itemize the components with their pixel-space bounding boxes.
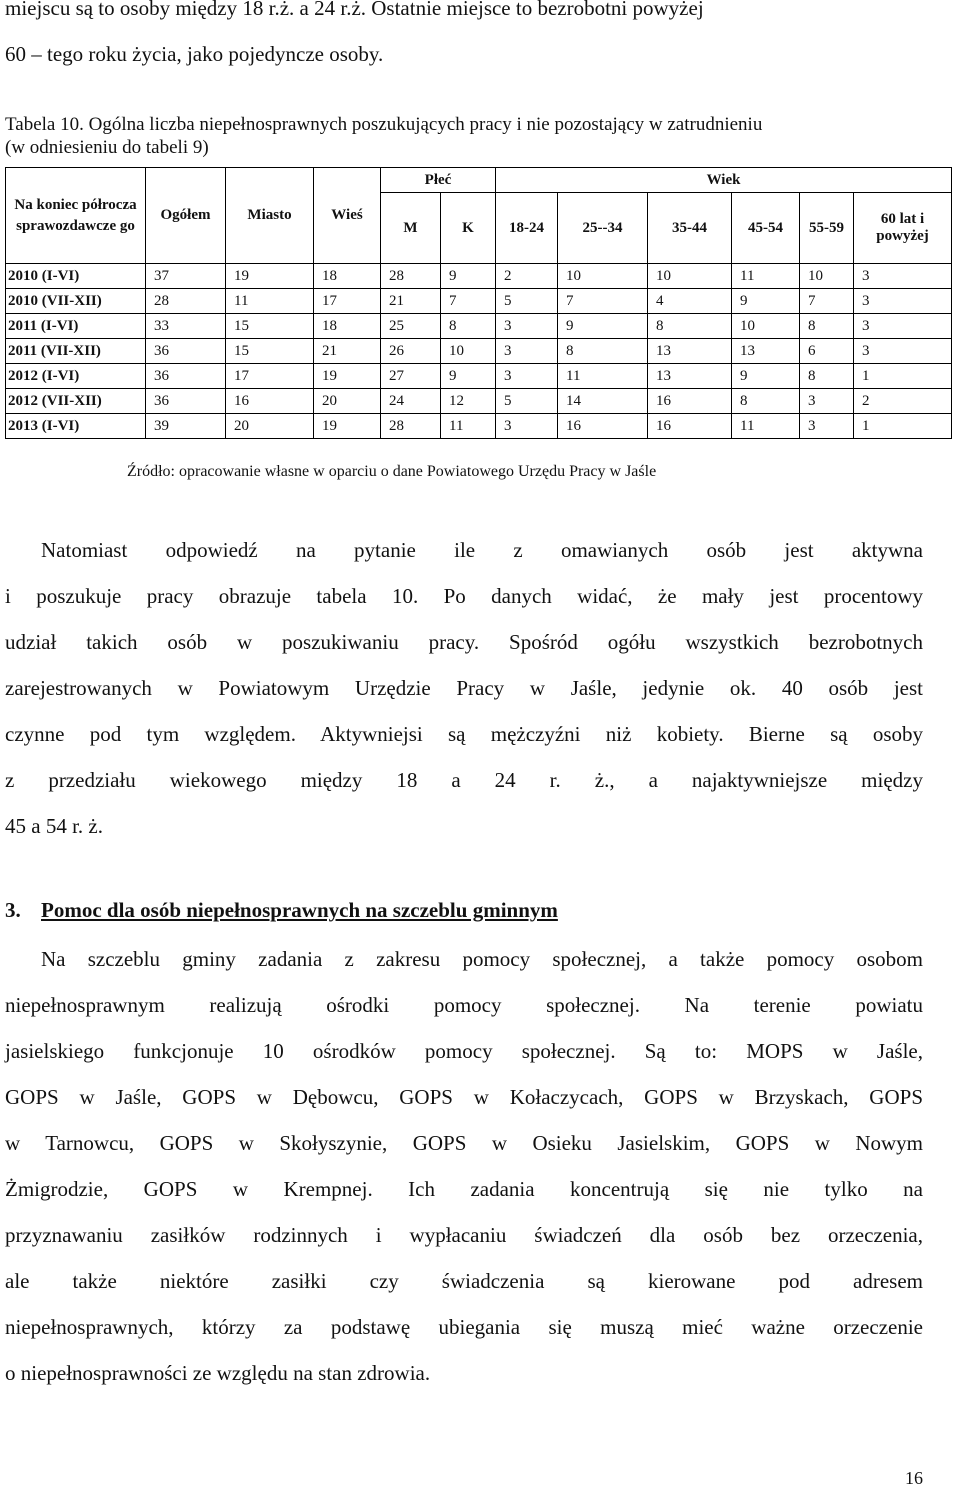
table-cell: 16 (648, 389, 732, 414)
table-cell: 13 (732, 339, 800, 364)
table-cell: 3 (496, 314, 558, 339)
table-cell: 17 (314, 289, 381, 314)
table-cell: 37 (146, 264, 226, 289)
row-period: 2010 (I-VI) (6, 264, 146, 289)
row-period: 2010 (VII-XII) (6, 289, 146, 314)
header-age-25-34: 25--34 (558, 193, 648, 264)
table-row (6, 339, 952, 364)
table-cell: 27 (381, 364, 441, 389)
paragraph-2-line: ale także niektóre zasiłki czy świadczenia są kierowane pod adresem (5, 1269, 923, 1293)
table-cell: 9 (441, 364, 496, 389)
paragraph-1-line: udział takich osób w poszukiwaniu pracy. Spośród ogółu wszystkich bezrobotnych (5, 630, 923, 654)
paragraph-1-line: i poszukuje pracy obrazuje tabela 10. Po danych widać, że mały jest procentowy (5, 584, 923, 608)
table-cell: 8 (732, 389, 800, 414)
header-period: Na koniec półrocza sprawozdawcze go (6, 168, 146, 264)
paragraph-1-line: Natomiast odpowiedź na pytanie ile z omawianych osób jest aktywna (41, 538, 923, 562)
header-age-group: Wiek (496, 168, 952, 193)
table-cell: 9 (732, 289, 800, 314)
table-caption-line-1: Tabela 10. Ogólna liczba niepełnosprawnych poszukujących pracy i nie pozostający w zatrudnieniu (5, 114, 763, 135)
table-cell: 3 (496, 339, 558, 364)
header-age-60-plus: 60 lat i powyżej (854, 193, 952, 264)
table-cell: 17 (226, 364, 314, 389)
section-title: Pomoc dla osób niepełnosprawnych na szczeblu gminnym (41, 898, 558, 922)
table-cell: 25 (381, 314, 441, 339)
table-cell: 8 (800, 314, 854, 339)
table-cell: 5 (496, 289, 558, 314)
table-cell: 2 (854, 389, 952, 414)
paragraph-2-line: niepełnosprawnych, którzy za podstawę ubiegania się muszą mieć ważne orzeczenie (5, 1315, 923, 1339)
row-period: 2011 (VII-XII) (6, 339, 146, 364)
table-cell: 21 (314, 339, 381, 364)
paragraph-2-line: przyznawaniu zasiłków rodzinnych i wypłacaniu świadczeń dla osób bez orzeczenia, (5, 1223, 923, 1247)
table-cell: 13 (648, 364, 732, 389)
table-cell: 11 (732, 264, 800, 289)
paragraph-1-line: z przedziału wiekowego między 18 a 24 r. ż., a najaktywniejsze między (5, 768, 923, 792)
header-k: K (441, 193, 496, 264)
header-city: Miasto (226, 168, 314, 264)
table-cell: 8 (800, 364, 854, 389)
table-cell: 3 (854, 289, 952, 314)
section-heading (5, 898, 558, 923)
table-cell: 16 (558, 414, 648, 439)
table-cell: 9 (558, 314, 648, 339)
paragraph-1-line: zarejestrowanych w Powiatowym Urzędzie Pracy w Jaśle, jedynie ok. 40 osób jest (5, 676, 923, 700)
table-cell: 5 (496, 389, 558, 414)
table-cell: 10 (558, 264, 648, 289)
table-cell: 14 (558, 389, 648, 414)
table-cell: 16 (226, 389, 314, 414)
table-cell: 10 (732, 314, 800, 339)
table-cell: 11 (226, 289, 314, 314)
table-cell: 18 (314, 314, 381, 339)
table-cell: 7 (441, 289, 496, 314)
table-row (6, 414, 952, 439)
table-cell: 21 (381, 289, 441, 314)
header-age-35-44: 35-44 (648, 193, 732, 264)
table-cell: 11 (732, 414, 800, 439)
table-cell: 9 (441, 264, 496, 289)
table-cell: 36 (146, 364, 226, 389)
table-cell: 1 (854, 364, 952, 389)
page-number: 16 (905, 1468, 923, 1488)
table-cell: 10 (648, 264, 732, 289)
paragraph-2-line: niepełnosprawnym realizują ośrodki pomocy społecznej. Na terenie powiatu (5, 993, 923, 1017)
paragraph-2-line: w Tarnowcu, GOPS w Skołyszynie, GOPS w Osieku Jasielskim, GOPS w Nowym (5, 1131, 923, 1155)
header-age-18-24: 18-24 (496, 193, 558, 264)
table-cell: 16 (648, 414, 732, 439)
paragraph-2 (5, 944, 923, 1404)
table-cell: 12 (441, 389, 496, 414)
table-cell: 3 (800, 414, 854, 439)
table-cell: 3 (496, 364, 558, 389)
table-cell: 36 (146, 389, 226, 414)
paragraph-2-line: Żmigrodzie, GOPS w Krempnej. Ich zadania koncentrują się nie tylko na (5, 1177, 923, 1201)
intro-line-1: miejscu są to osoby między 18 r.ż. a 24 r.ż. Ostatnie miejsce to bezrobotni powyżej (5, 0, 704, 20)
table-cell: 3 (854, 339, 952, 364)
table-cell: 15 (226, 339, 314, 364)
paragraph-2-line: GOPS w Jaśle, GOPS w Dębowcu, GOPS w Kołaczycach, GOPS w Brzyskach, GOPS (5, 1085, 923, 1109)
table-caption-line-2: (w odniesieniu do tabeli 9) (5, 137, 209, 158)
table-cell: 8 (648, 314, 732, 339)
table-cell: 19 (226, 264, 314, 289)
table-cell: 7 (800, 289, 854, 314)
section-number: 3. (5, 898, 21, 922)
table-cell: 11 (558, 364, 648, 389)
table-cell: 6 (800, 339, 854, 364)
table-cell: 2 (496, 264, 558, 289)
table-cell: 19 (314, 414, 381, 439)
table-cell: 13 (648, 339, 732, 364)
table-cell: 28 (146, 289, 226, 314)
table-row (6, 289, 952, 314)
paragraph-2-line: Na szczeblu gminy zadania z zakresu pomocy społecznej, a także pomocy osobom (41, 947, 923, 971)
table-cell: 8 (441, 314, 496, 339)
header-sex-group: Płeć (381, 168, 496, 193)
table-source: Źródło: opracowanie własne w oparciu o dane Powiatowego Urzędu Pracy w Jaśle (127, 463, 657, 480)
table-cell: 28 (381, 264, 441, 289)
table-row (6, 314, 952, 339)
table-cell: 20 (314, 389, 381, 414)
table-cell: 9 (732, 364, 800, 389)
table-cell: 39 (146, 414, 226, 439)
row-period: 2012 (VII-XII) (6, 389, 146, 414)
table-row (6, 364, 952, 389)
paragraph-1-line: 45 a 54 r. ż. (5, 814, 103, 838)
table-cell: 33 (146, 314, 226, 339)
table-row (6, 389, 952, 414)
paragraph-1-line: czynne pod tym względem. Aktywniejsi są mężczyźni niż kobiety. Bierne są osoby (5, 722, 923, 746)
table-cell: 3 (496, 414, 558, 439)
table-cell: 8 (558, 339, 648, 364)
table-cell: 3 (854, 314, 952, 339)
table-cell: 4 (648, 289, 732, 314)
table-cell: 10 (800, 264, 854, 289)
table-cell: 28 (381, 414, 441, 439)
table-cell: 1 (854, 414, 952, 439)
header-age-45-54: 45-54 (732, 193, 800, 264)
row-period: 2013 (I-VI) (6, 414, 146, 439)
paragraph-2-line: o niepełnosprawności ze względu na stan zdrowia. (5, 1361, 431, 1385)
table-cell: 11 (441, 414, 496, 439)
paragraph-1 (5, 535, 923, 857)
table-cell: 15 (226, 314, 314, 339)
row-period: 2012 (I-VI) (6, 364, 146, 389)
table-cell: 26 (381, 339, 441, 364)
paragraph-2-line: jasielskiego funkcjonuje 10 ośrodków pomocy społecznej. Są to: MOPS w Jaśle, (5, 1039, 923, 1063)
intro-line-2: 60 – tego roku życia, jako pojedyncze osoby. (5, 42, 384, 66)
table-cell: 10 (441, 339, 496, 364)
table-cell: 36 (146, 339, 226, 364)
table-cell: 20 (226, 414, 314, 439)
table-cell: 3 (800, 389, 854, 414)
table-cell: 19 (314, 364, 381, 389)
header-total: Ogółem (146, 168, 226, 264)
table-row (6, 264, 952, 289)
header-village: Wieś (314, 168, 381, 264)
table-cell: 18 (314, 264, 381, 289)
header-age-55-59: 55-59 (800, 193, 854, 264)
table-cell: 24 (381, 389, 441, 414)
table-10 (5, 167, 952, 439)
header-m: M (381, 193, 441, 264)
table-cell: 3 (854, 264, 952, 289)
table-cell: 7 (558, 289, 648, 314)
row-period: 2011 (I-VI) (6, 314, 146, 339)
